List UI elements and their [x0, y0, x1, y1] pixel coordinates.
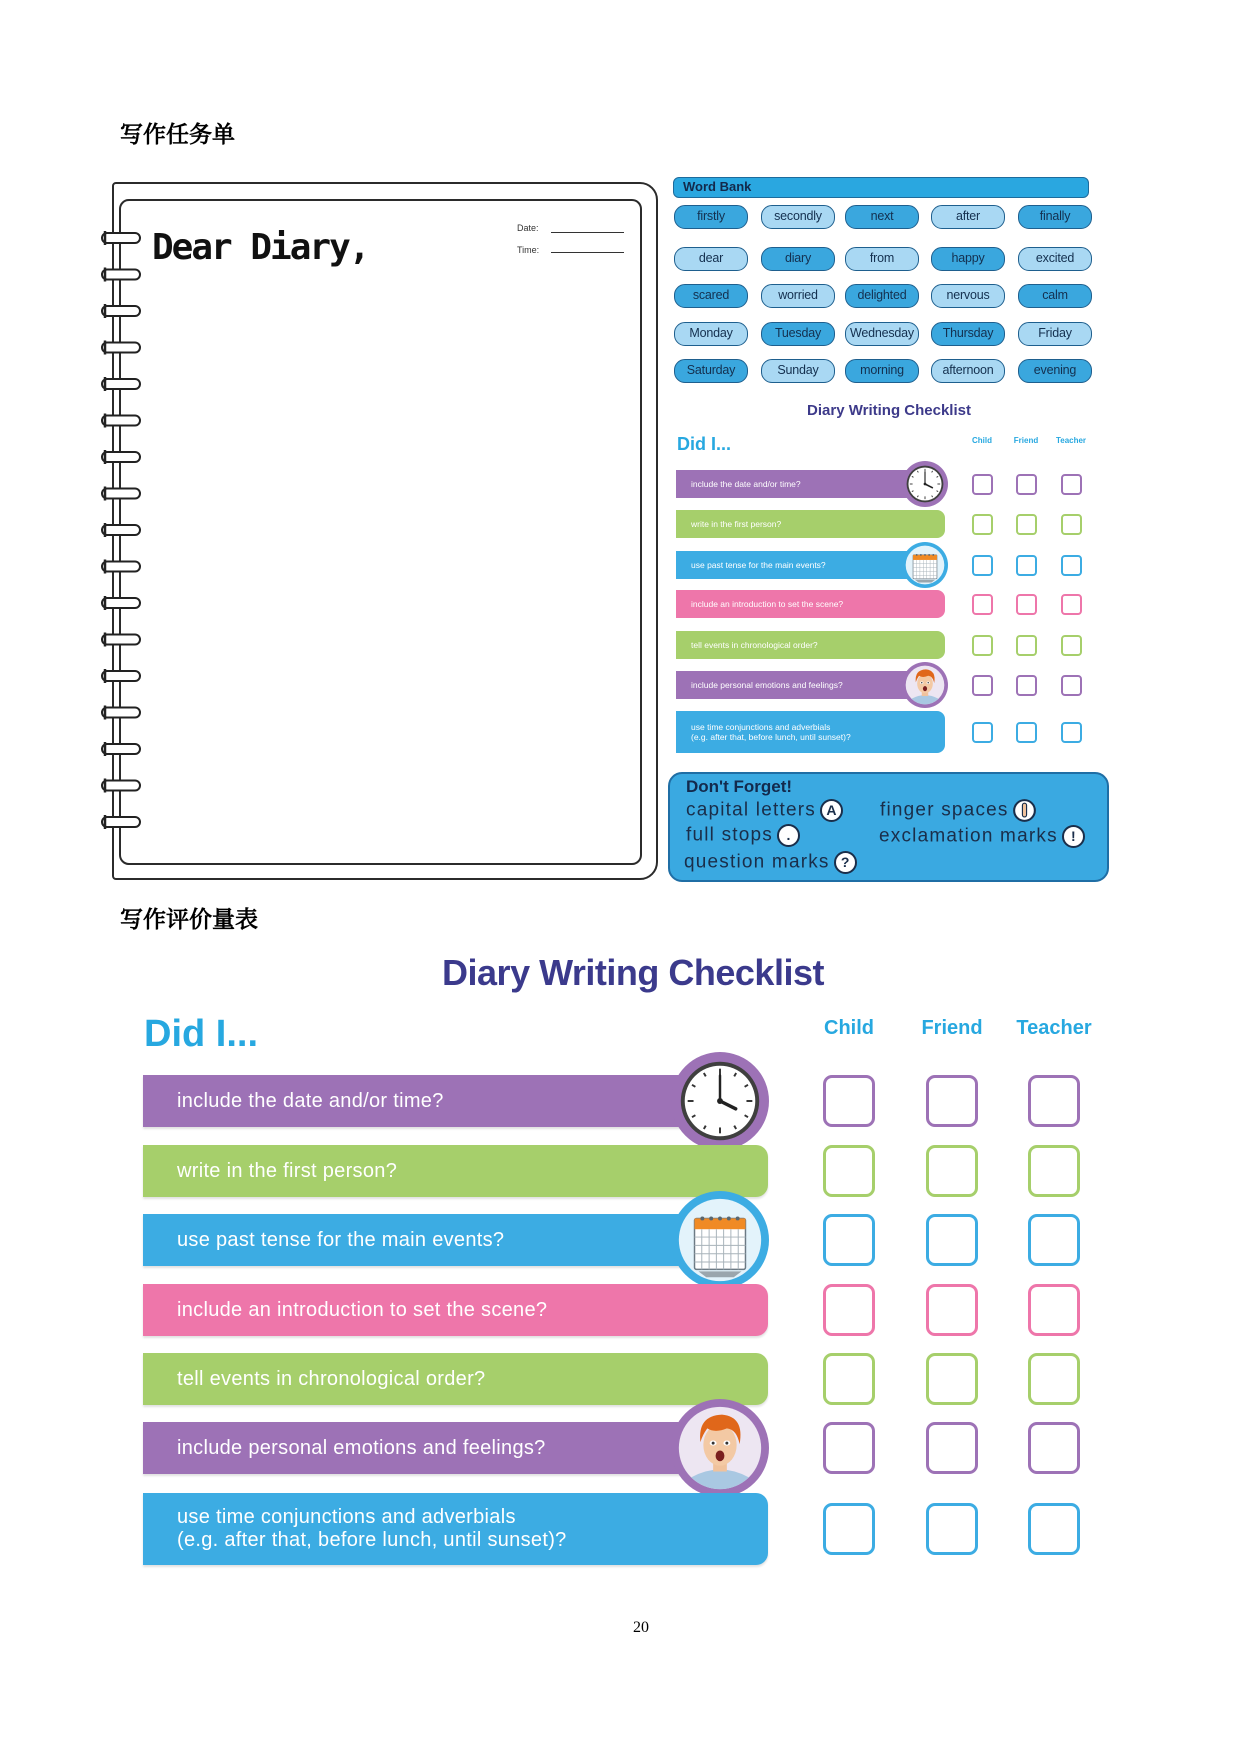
- checkbox-child[interactable]: [972, 635, 993, 656]
- spiral-ring: [102, 635, 140, 645]
- checkbox-friend[interactable]: [1016, 635, 1037, 656]
- question-mark-icon: ?: [834, 851, 857, 874]
- checklist-title: Diary Writing Checklist: [442, 952, 824, 993]
- checklist-item-text: (e.g. after that, before lunch, until sunset)?: [177, 1529, 567, 1551]
- checkbox-friend[interactable]: [1016, 514, 1037, 535]
- checklist-item: [676, 470, 926, 498]
- checkbox-friend[interactable]: [926, 1214, 978, 1266]
- checklist-item: [143, 1145, 768, 1197]
- word-chip: nervous: [931, 284, 1005, 308]
- checkbox-child[interactable]: [823, 1422, 875, 1474]
- diary-writing-area[interactable]: [119, 199, 642, 865]
- reminder-label: finger spaces: [880, 799, 1009, 821]
- word-chip: happy: [931, 247, 1005, 271]
- checklist-item-text: include the date and/or time?: [177, 1089, 444, 1112]
- checkbox-child[interactable]: [823, 1145, 875, 1197]
- checklist-item: [676, 510, 945, 538]
- word-chip: firstly: [674, 205, 748, 229]
- checkbox-teacher[interactable]: [1061, 474, 1082, 495]
- checkbox-friend[interactable]: [1016, 722, 1037, 743]
- date-line[interactable]: [551, 232, 624, 233]
- word-chip: Thursday: [931, 322, 1005, 346]
- checkbox-teacher[interactable]: [1061, 635, 1082, 656]
- word-chip: secondly: [761, 205, 835, 229]
- reminder-label: capital letters: [686, 799, 816, 821]
- word-chip: dear: [674, 247, 748, 271]
- checkbox-child[interactable]: [972, 594, 993, 615]
- reminder-label: question marks: [684, 851, 830, 873]
- date-label: Date:: [517, 223, 539, 233]
- checkbox-teacher[interactable]: [1028, 1214, 1080, 1266]
- time-label: Time:: [517, 245, 540, 255]
- spiral-ring: [102, 525, 140, 535]
- word-chip: worried: [761, 284, 835, 308]
- notebook-spiral: [96, 220, 152, 840]
- checklist-item-text: use time conjunctions and adverbials: [691, 722, 831, 732]
- reminder-capital-letters: [686, 799, 843, 822]
- checklist-item: [676, 671, 926, 699]
- face-icon: [902, 662, 948, 708]
- checkbox-teacher[interactable]: [1061, 594, 1082, 615]
- column-header-child: Child: [972, 436, 992, 445]
- checkbox-friend[interactable]: [1016, 675, 1037, 696]
- checkbox-child[interactable]: [823, 1075, 875, 1127]
- checklist-item-text: tell events in chronological order?: [691, 640, 818, 650]
- checklist-item-text: include personal emotions and feelings?: [177, 1436, 546, 1459]
- checklist-item: [143, 1353, 768, 1405]
- reminder-finger-spaces: [880, 799, 1036, 822]
- checklist-item: [143, 1493, 768, 1565]
- exclamation-mark-icon: !: [1062, 825, 1085, 848]
- checkbox-teacher[interactable]: [1028, 1075, 1080, 1127]
- word-chip: Wednesday: [845, 322, 919, 346]
- finger-icon: [1013, 799, 1036, 822]
- word-chip: Tuesday: [761, 322, 835, 346]
- checkbox-child[interactable]: [972, 555, 993, 576]
- checklist-item-text: tell events in chronological order?: [177, 1367, 486, 1390]
- task-sheet-heading: 写作任务单: [120, 122, 235, 148]
- checkbox-teacher[interactable]: [1028, 1422, 1080, 1474]
- clock-icon: [671, 1052, 769, 1150]
- checklist-item: [143, 1075, 733, 1127]
- checkbox-friend[interactable]: [1016, 594, 1037, 615]
- reminder-full-stops: [686, 824, 800, 847]
- calendar-icon: [902, 542, 948, 588]
- checklist-item-text: (e.g. after that, before lunch, until sunset)?: [691, 732, 851, 742]
- checkbox-child[interactable]: [972, 722, 993, 743]
- word-chip: scared: [674, 284, 748, 308]
- spiral-ring: [102, 781, 140, 791]
- checkbox-friend[interactable]: [926, 1422, 978, 1474]
- checkbox-teacher[interactable]: [1028, 1503, 1080, 1555]
- checklist-item-text: include personal emotions and feelings?: [691, 680, 843, 690]
- checkbox-child[interactable]: [823, 1214, 875, 1266]
- column-header-teacher: Teacher: [1016, 1017, 1092, 1039]
- checkbox-teacher[interactable]: [1061, 514, 1082, 535]
- spiral-ring: [102, 598, 140, 608]
- spiral-ring: [102, 708, 140, 718]
- checkbox-child[interactable]: [972, 514, 993, 535]
- word-chip: diary: [761, 247, 835, 271]
- checkbox-child[interactable]: [972, 474, 993, 495]
- diary-greeting: Dear Diary,: [152, 227, 369, 268]
- column-header-child: Child: [824, 1017, 874, 1039]
- checklist-item-text: write in the first person?: [177, 1159, 398, 1182]
- word-chip: Sunday: [761, 359, 835, 383]
- checkbox-teacher[interactable]: [1028, 1353, 1080, 1405]
- word-chip: morning: [845, 359, 919, 383]
- spiral-ring: [102, 671, 140, 681]
- checkbox-friend[interactable]: [926, 1284, 978, 1336]
- checkbox-child[interactable]: [823, 1284, 875, 1336]
- checkbox-friend[interactable]: [1016, 474, 1037, 495]
- checklist-item: [676, 631, 945, 659]
- checklist-item: [676, 590, 945, 618]
- checkbox-child[interactable]: [823, 1503, 875, 1555]
- clock-icon: [902, 461, 948, 507]
- reminder-label: full stops: [686, 824, 773, 846]
- word-chip: Saturday: [674, 359, 748, 383]
- word-chip: from: [845, 247, 919, 271]
- spiral-ring: [102, 270, 140, 280]
- page-number: 20: [633, 1619, 649, 1636]
- spiral-ring: [102, 744, 140, 754]
- face-icon: [671, 1399, 769, 1497]
- checkbox-teacher[interactable]: [1061, 722, 1082, 743]
- column-header-teacher: Teacher: [1055, 436, 1087, 445]
- spiral-ring: [102, 489, 140, 499]
- word-chip: finally: [1018, 205, 1092, 229]
- word-chip: after: [931, 205, 1005, 229]
- checkbox-friend[interactable]: [926, 1075, 978, 1127]
- checklist-item-text: write in the first person?: [691, 519, 782, 529]
- spiral-ring: [102, 343, 140, 353]
- checklist-item-text: use time conjunctions and adverbials: [177, 1506, 516, 1528]
- checkbox-friend[interactable]: [926, 1145, 978, 1197]
- spiral-ring: [102, 379, 140, 389]
- reminder-exclamation-marks: [879, 825, 1085, 848]
- capital-letter-icon: A: [820, 799, 843, 822]
- spiral-ring: [102, 452, 140, 462]
- checkbox-teacher[interactable]: [1028, 1284, 1080, 1336]
- spiral-ring: [102, 233, 140, 243]
- word-bank-title: Word Bank: [673, 177, 1089, 198]
- small-checklist-title: Diary Writing Checklist: [807, 402, 971, 419]
- spiral-ring: [102, 306, 140, 316]
- column-header-friend: Friend: [921, 1017, 983, 1039]
- checkbox-friend[interactable]: [1016, 555, 1037, 576]
- word-chip: Friday: [1018, 322, 1092, 346]
- spiral-ring: [102, 817, 140, 827]
- word-chip: calm: [1018, 284, 1092, 308]
- small-did-i-heading: Did I...: [677, 434, 731, 454]
- checkbox-friend[interactable]: [926, 1353, 978, 1405]
- word-chip: next: [845, 205, 919, 229]
- word-chip: excited: [1018, 247, 1092, 271]
- checkbox-teacher[interactable]: [1061, 555, 1082, 576]
- checkbox-teacher[interactable]: [1028, 1145, 1080, 1197]
- checkbox-child[interactable]: [823, 1353, 875, 1405]
- word-chip: delighted: [845, 284, 919, 308]
- checklist-item: [676, 551, 926, 579]
- checkbox-friend[interactable]: [926, 1503, 978, 1555]
- column-header-friend: Friend: [1013, 436, 1039, 445]
- calendar-icon: [671, 1191, 769, 1289]
- checklist-item: [143, 1422, 733, 1474]
- checklist-item-text: include an introduction to set the scene?: [691, 599, 844, 609]
- checklist-item-text: include the date and/or time?: [691, 479, 801, 489]
- did-i-heading: Did I...: [144, 1013, 258, 1055]
- checkbox-teacher[interactable]: [1061, 675, 1082, 696]
- spiral-ring: [102, 562, 140, 572]
- spiral-ring: [102, 416, 140, 426]
- time-line[interactable]: [551, 252, 624, 253]
- checklist-item-text: use past tense for the main events?: [177, 1228, 505, 1251]
- checklist-item-text: use past tense for the main events?: [691, 560, 826, 570]
- word-chip: evening: [1018, 359, 1092, 383]
- rubric-heading: 写作评价量表: [120, 907, 258, 933]
- word-chip: afternoon: [931, 359, 1005, 383]
- word-chip: Monday: [674, 322, 748, 346]
- checklist-item: [143, 1214, 733, 1266]
- reminder-question-marks: [684, 851, 857, 874]
- checklist-item: [143, 1284, 768, 1336]
- checklist-item: [676, 711, 945, 753]
- reminder-label: exclamation marks: [879, 825, 1058, 847]
- full-stop-icon: .: [777, 824, 800, 847]
- dont-forget-title: Don't Forget!: [686, 777, 793, 796]
- checklist-item-text: include an introduction to set the scene?: [177, 1298, 548, 1321]
- checkbox-child[interactable]: [972, 675, 993, 696]
